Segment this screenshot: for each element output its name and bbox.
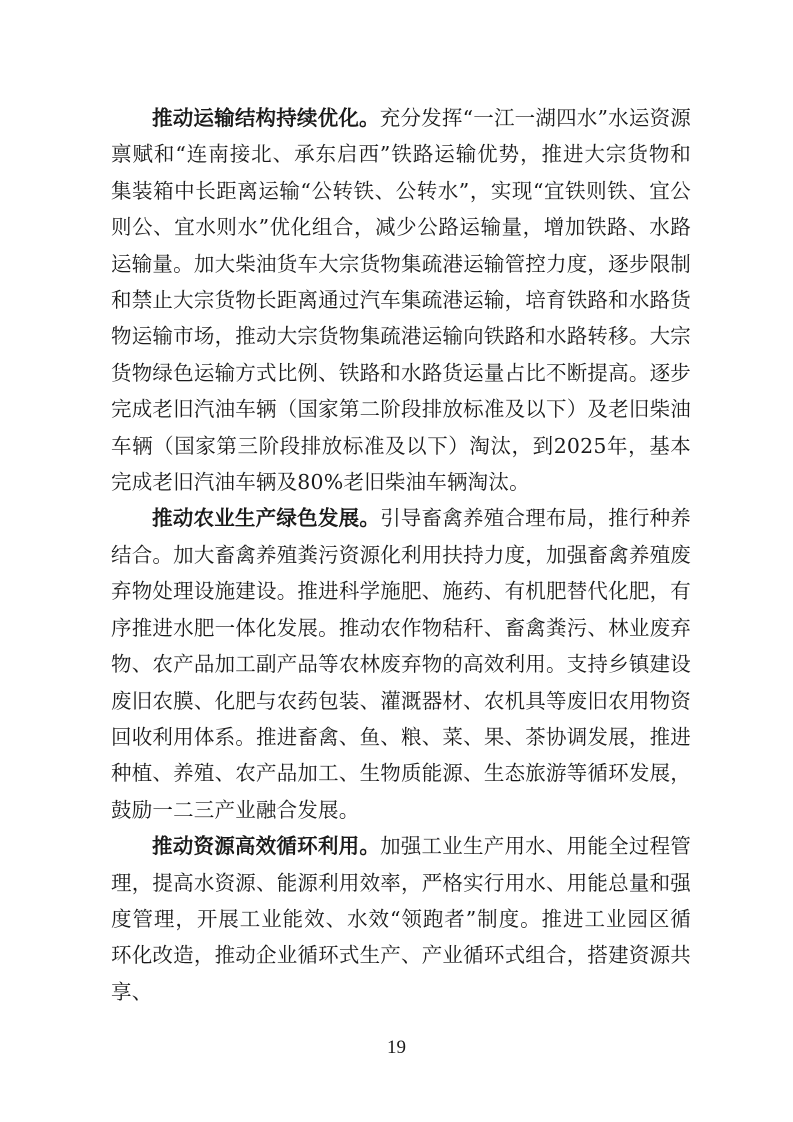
paragraph-agriculture-green — [111, 500, 691, 828]
paragraph-text: 加强工业生产用水、用能全过程管理，提高水资源、能源利用效率，严格实行用水、用能总量和强度管理，开展工业能效、水效“领跑者”制度。推进工业园区循环化改造，推动企业循环式生产、产业循环式组合，搭建资源共享、 — [111, 834, 692, 1004]
paragraph-resource-recycling — [111, 828, 691, 1010]
paragraph-text: 充分发挥“一江一湖四水”水运资源禀赋和“连南接北、承东启西”铁路运输优势，推进大宗货物和集装箱中长距离运输“公转铁、公转水”，实现“宜铁则铁、宜公则公、宜水则水”优化组合，减少公路运输量，增加铁路、水路运输量。加大柴油货车大宗货物集疏港运输管控力度，逐步限制和禁止大宗货物长距离通过汽车集疏港运输，培育铁路和水路货物运输市场，推动大宗货物集疏港运输向铁路和水路转移。大宗货物绿色运输方式比例、铁路和水路货运量占比不断提高。逐步完成老旧汽油车辆（国家第二阶段排放标准及以下）及老旧柴油车辆（国家第三阶段排放标准及以下）淘汰，到2025年，基本完成老旧汽油车辆及80%老旧柴油车辆淘汰。 — [111, 106, 691, 495]
document-body — [111, 100, 691, 1010]
paragraph-transport-structure — [111, 100, 691, 500]
paragraph-heading: 推动运输结构持续优化。 — [152, 106, 380, 130]
page-number: 19 — [387, 1037, 406, 1058]
paragraph-heading: 推动资源高效循环利用。 — [152, 834, 381, 859]
paragraph-text: 引导畜禽养殖合理布局，推行种养结合。加大畜禽养殖粪污资源化利用扶持力度，加强畜禽养殖废弃物处理设施建设。推进科学施肥、施药、有机肥替代化肥，有序推进水肥一体化发展。推动农作物秸秆、畜禽粪污、林业废弃物、农产品加工副产品等农林废弃物的高效利用。支持乡镇建设废旧农膜、化肥与农药包装、灌溉器材、农机具等废旧农用物资回收利用体系。推进畜禽、鱼、粮、菜、果、茶协调发展，推进种植、养殖、农产品加工、生物质能源、生态旅游等循环发展，鼓励一二三产业融合发展。 — [111, 506, 692, 822]
paragraph-heading: 推动农业生产绿色发展。 — [152, 506, 381, 531]
